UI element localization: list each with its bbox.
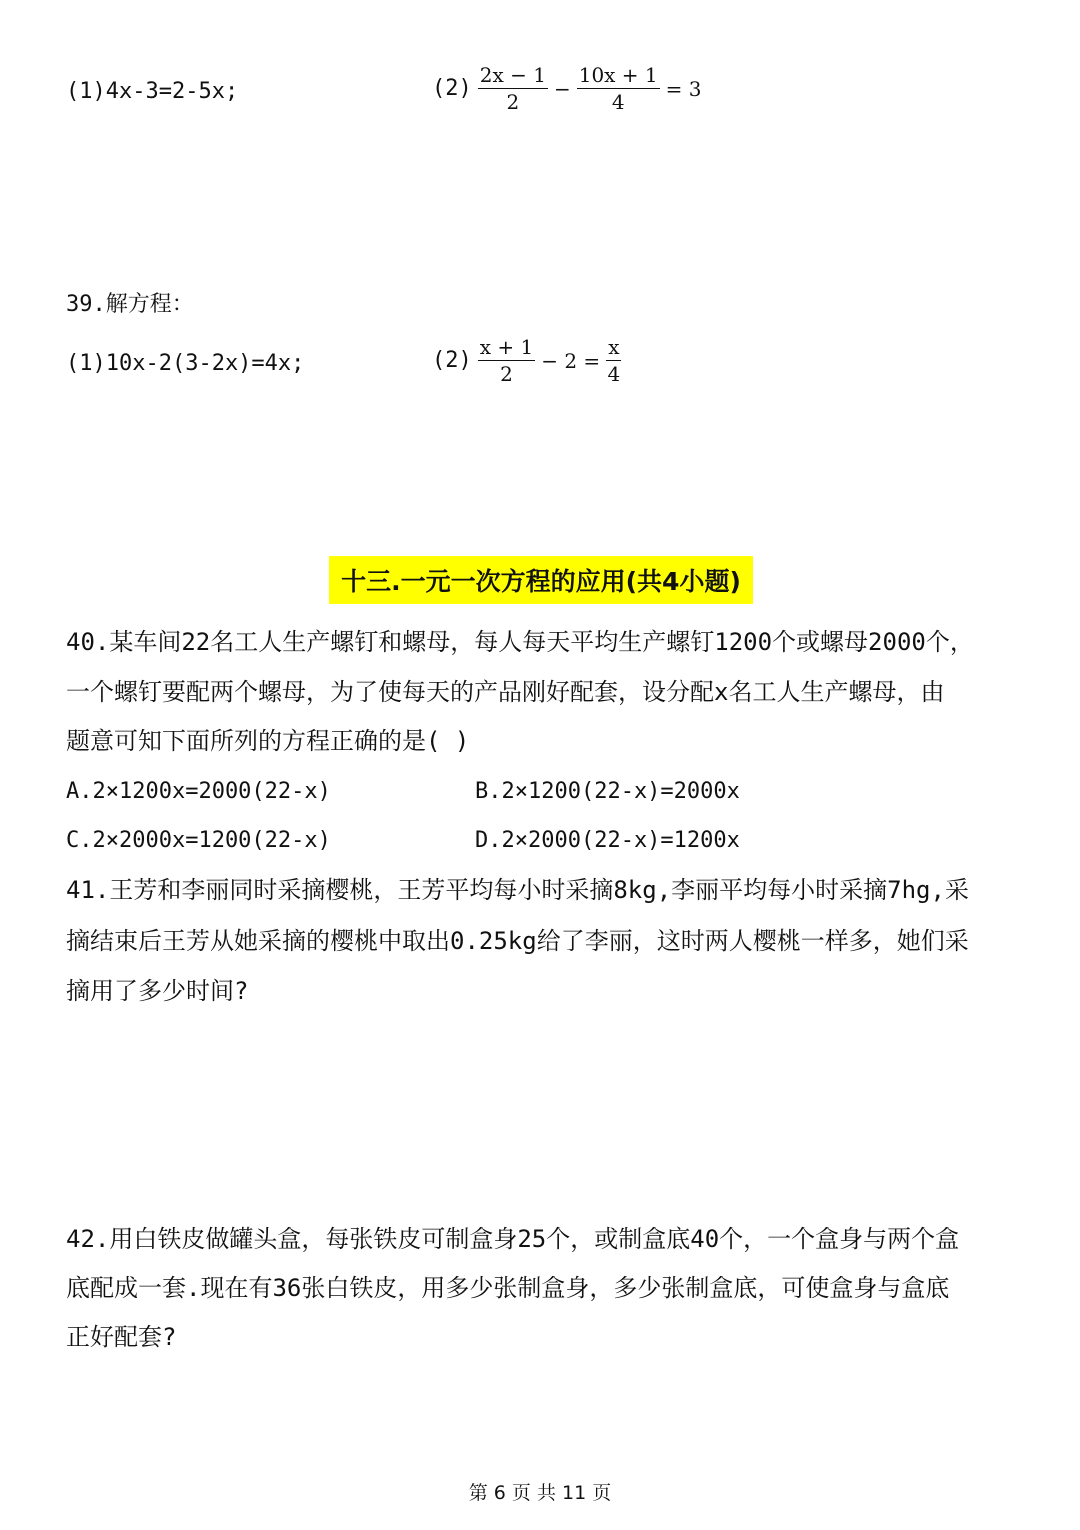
section-title-banner — [329, 556, 753, 604]
q38-frac2-denominator: 4 — [611, 90, 625, 114]
q40-choice-d: D.2×2000(22-x)=1200x — [475, 828, 740, 853]
q40-line-3: 题意可知下面所列的方程正确的是( ) — [66, 727, 470, 755]
q39-equation — [478, 336, 622, 385]
q39-fraction-1 — [478, 336, 535, 385]
q42-line-2: 底配成一套.现在有36张白铁皮，用多少张制盒身，多少张制盒底，可使盒身与盒底 — [66, 1274, 950, 1302]
q39-part2 — [432, 336, 621, 385]
q38-frac2-numerator: 10x + 1 — [578, 63, 658, 87]
q39-frac1-numerator: x + 1 — [479, 335, 534, 359]
q39-middle: − 2 = — [541, 348, 601, 373]
q40-choice-b: B.2×1200(22-x)=2000x — [475, 779, 740, 804]
section-title: 十三.一元一次方程的应用(共4小题) — [341, 567, 741, 596]
q39-fraction-2 — [606, 336, 621, 385]
q38-equals-rhs: = 3 — [665, 76, 702, 101]
q38-equation — [478, 64, 704, 113]
q38-minus: − — [553, 76, 571, 101]
q40-choice-a: A.2×1200x=2000(22-x) — [66, 779, 331, 804]
q42-line-1: 42.用白铁皮做罐头盒，每张铁皮可制盒身25个，或制盒底40个，一个盒身与两个盒 — [66, 1225, 960, 1253]
q38-frac1-numerator: 2x − 1 — [479, 63, 546, 87]
q38-fraction-1 — [478, 64, 548, 113]
q39-frac1-denominator: 2 — [500, 362, 513, 386]
q39-frac2-numerator: x — [608, 335, 620, 359]
q39-part2-label: (2) — [432, 347, 472, 373]
q39-part1: (1)10x-2(3-2x)=4x; — [66, 351, 305, 376]
q38-frac1-denominator: 2 — [506, 90, 520, 114]
q39-title: 39.解方程： — [66, 292, 194, 317]
q39-frac2-denominator: 4 — [607, 362, 621, 386]
q40-choice-c: C.2×2000x=1200(22-x) — [66, 828, 331, 853]
q42-line-3: 正好配套? — [66, 1323, 177, 1351]
q38-part2 — [432, 64, 704, 113]
q41-line-1: 41.王芳和李丽同时采摘樱桃，王芳平均每小时采摘8kg,李丽平均每小时采摘7hg,采 — [66, 876, 969, 904]
q38-fraction-2 — [577, 64, 660, 113]
page-number: 第 6 页 共 11 页 — [468, 1482, 612, 1504]
page-footer — [0, 1478, 1080, 1505]
q38-part1: (1)4x-3=2-5x; — [66, 79, 239, 104]
q38-part2-label: (2) — [432, 75, 472, 101]
q40-line-2: 一个螺钉要配两个螺母，为了使每天的产品刚好配套，设分配x名工人生产螺母，由 — [66, 678, 945, 706]
q41-line-3: 摘用了多少时间? — [66, 977, 249, 1005]
q40-line-1: 40.某车间22名工人生产螺钉和螺母，每人每天平均生产螺钉1200个或螺母2000个， — [66, 628, 974, 656]
q41-line-2: 摘结束后王芳从她采摘的樱桃中取出0.25kg给了李丽，这时两人樱桃一样多，她们采 — [66, 927, 969, 955]
